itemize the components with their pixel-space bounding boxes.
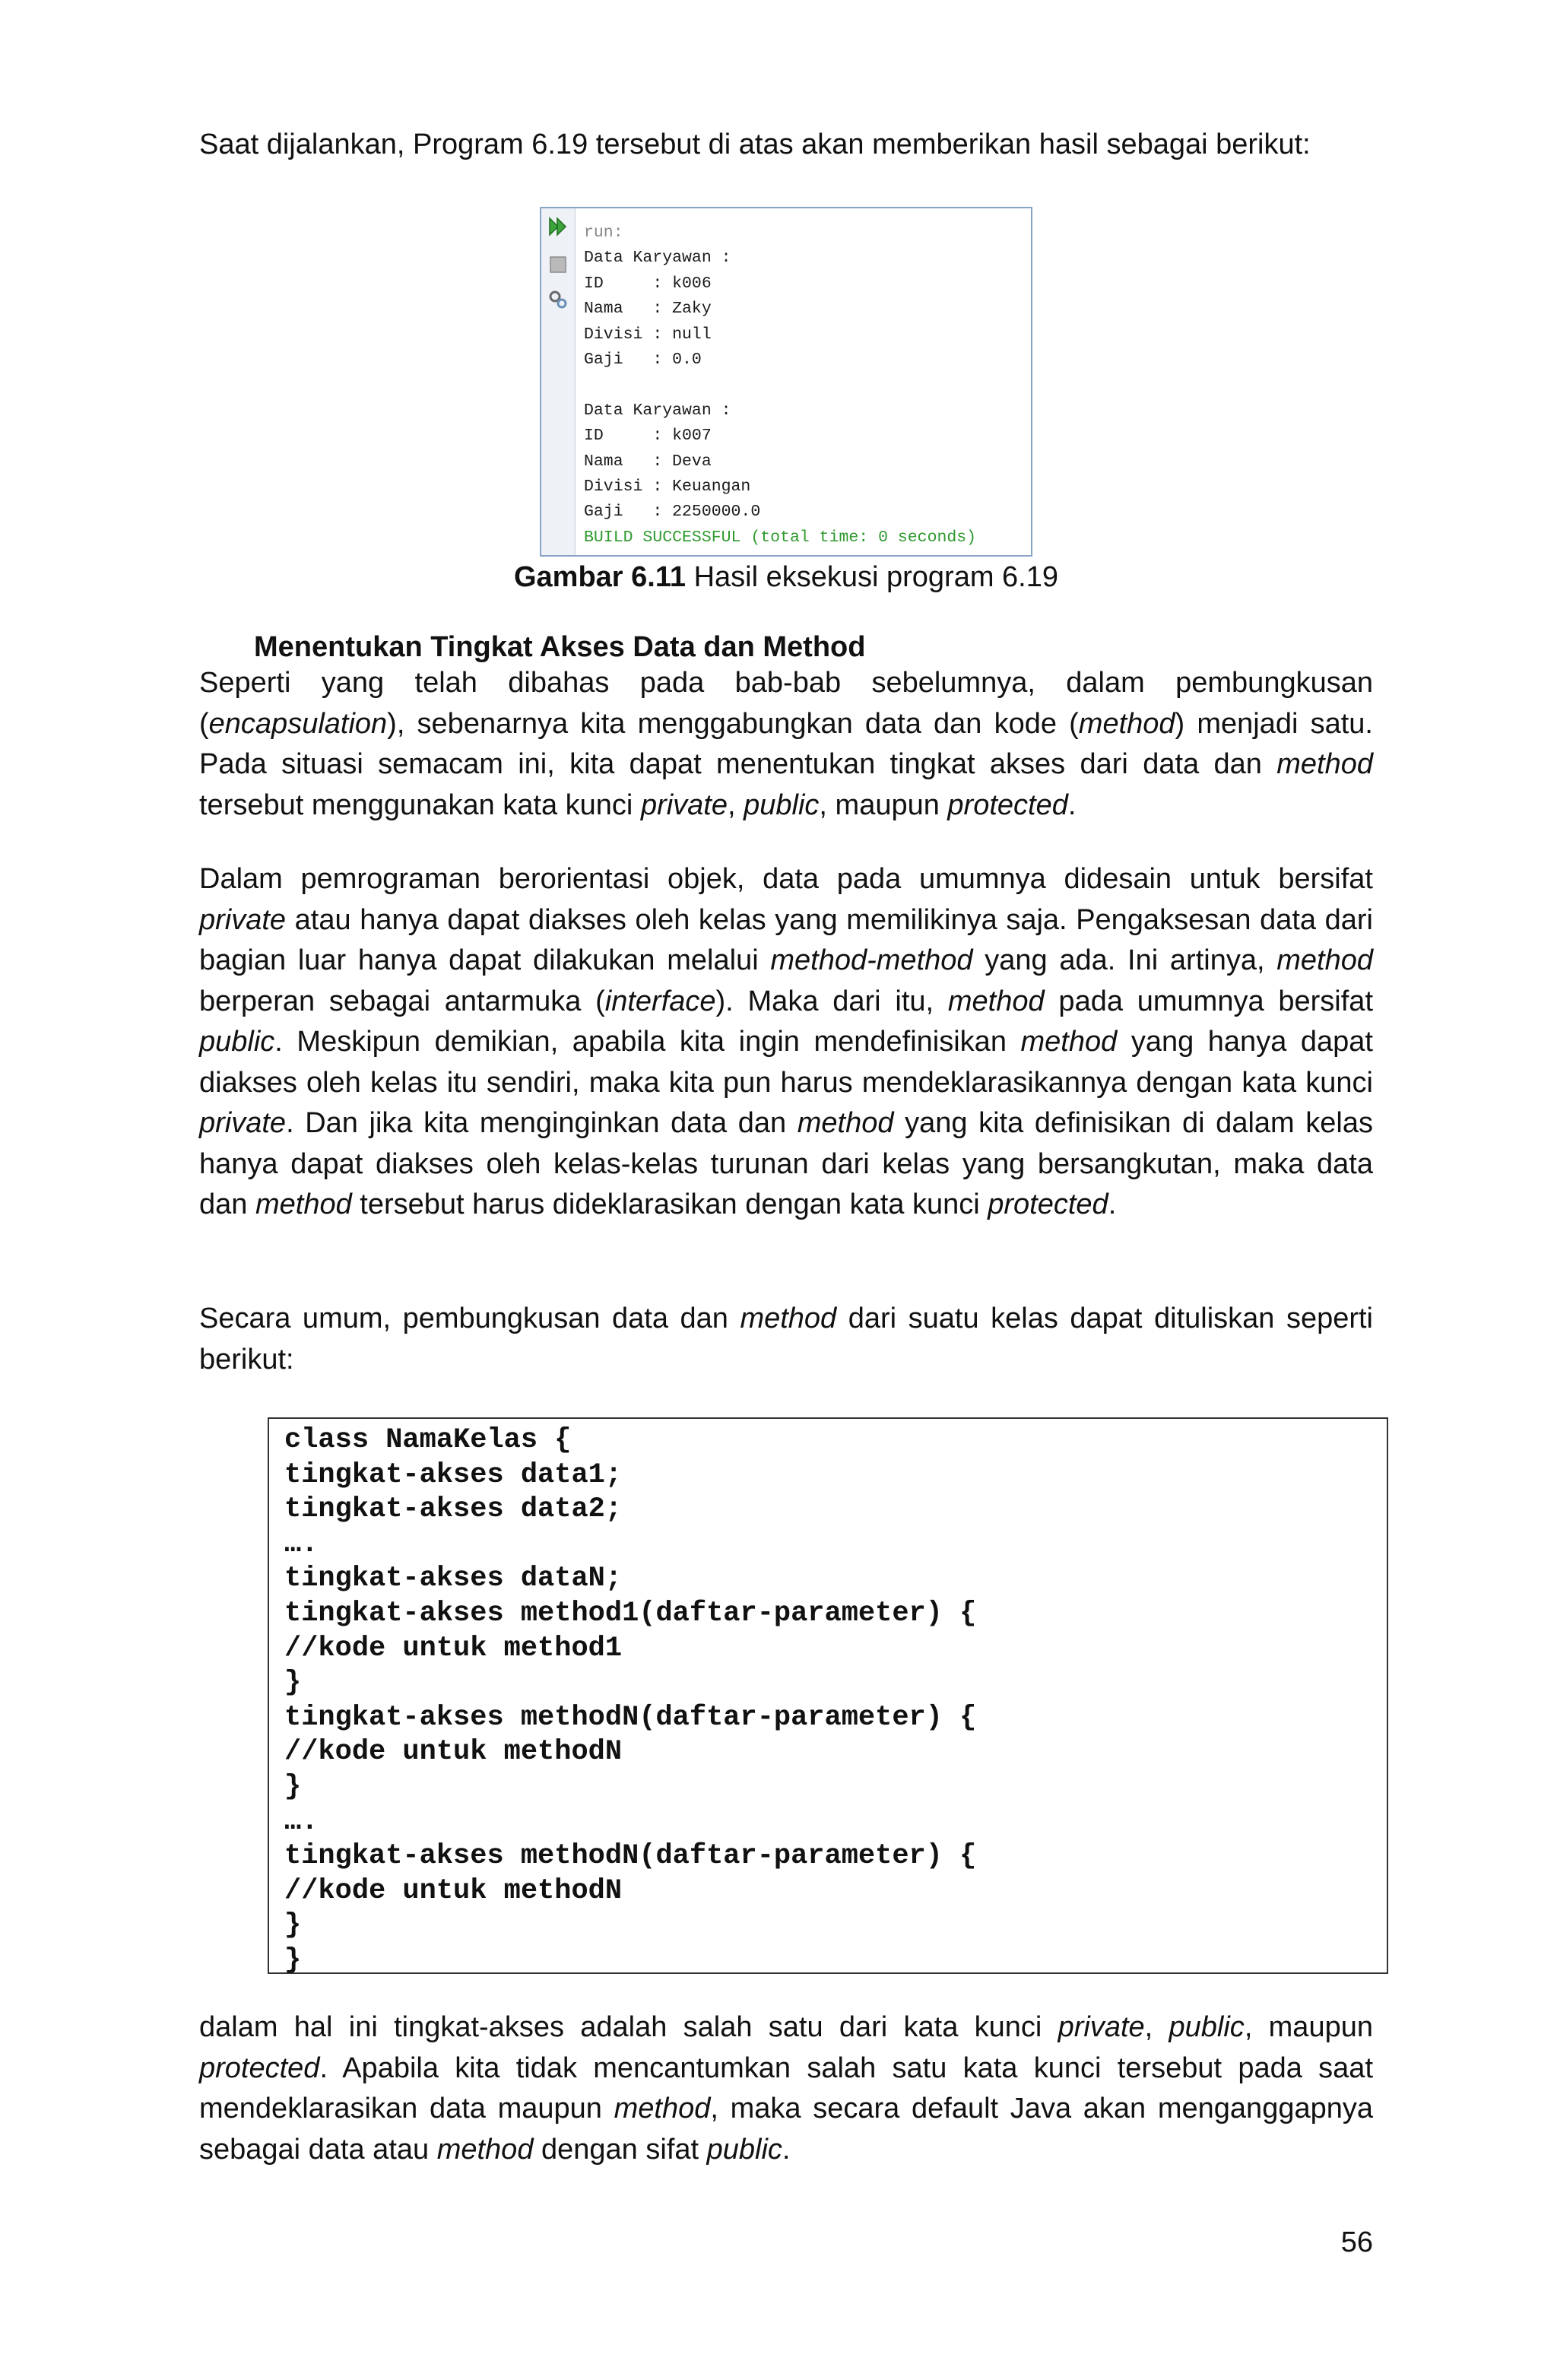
italic-term: method-method bbox=[770, 944, 973, 976]
paragraph-4 bbox=[199, 2007, 1373, 2170]
text: yang kita definisikan di dalam kelas hanya dapat diakses oleh kelas-kelas turunan dari kelas yang bersangkutan, maka data dan bbox=[199, 1107, 1373, 1220]
console-gutter bbox=[541, 208, 576, 555]
text: . bbox=[1067, 789, 1077, 821]
text: , maupun bbox=[819, 789, 948, 821]
text: dalam hal ini tingkat-akses adalah salah satu dari kata kunci bbox=[199, 2011, 1058, 2043]
console-lines: Data Karyawan : ID : k006 Nama : Zaky Divisi : null Gaji : 0.0 Data Karyawan : ID : k007 Nama : Deva Divisi : Keuangan Gaji : 2250000.0 bbox=[584, 249, 761, 522]
italic-term: method bbox=[614, 2093, 711, 2125]
italic-term: interface bbox=[604, 985, 716, 1017]
italic-term: public bbox=[199, 1026, 275, 1058]
italic-term: private bbox=[1058, 2011, 1145, 2043]
italic-term: private bbox=[199, 903, 287, 936]
italic-term: method bbox=[1020, 1026, 1118, 1058]
text: , maupun bbox=[1244, 2011, 1373, 2043]
code-text: class NamaKelas { tingkat-akses data1; tingkat-akses data2; …. tingkat-akses dataN; tingkat-akses method1(daftar-parameter) { //kode untuk method1 } tingkat-akses methodN(daftar-parameter) { //kode untuk methodN } …. tingkat-akses methodN(daftar-parameter) { //kode untuk methodN } } bbox=[284, 1424, 977, 1976]
text: dari suatu kelas dapat dituliskan seperti berikut: bbox=[199, 1303, 1373, 1376]
run-icon[interactable] bbox=[547, 216, 569, 237]
console-build-status: BUILD SUCCESSFUL (total time: 0 seconds) bbox=[584, 528, 977, 547]
stop-icon[interactable] bbox=[547, 254, 569, 275]
text: ), sebenarnya kita menggabungkan data dan kode ( bbox=[387, 707, 1079, 740]
paragraph-1 bbox=[199, 663, 1373, 826]
italic-term: method bbox=[1078, 707, 1175, 740]
text: dengan sifat bbox=[533, 2133, 707, 2166]
console-output-figure bbox=[540, 207, 1032, 557]
text: . Dan jika kita menginginkan data dan bbox=[286, 1107, 798, 1139]
italic-term: protected bbox=[199, 2052, 320, 2084]
code-block bbox=[268, 1417, 1388, 1974]
text: berperan sebagai antarmuka ( bbox=[199, 985, 605, 1017]
text: . Apabila kita tidak mencantumkan salah satu kata kunci tersebut pada saat mendeklarasikan data maupun bbox=[199, 2052, 1373, 2125]
paragraph-2 bbox=[199, 859, 1373, 1226]
italic-term: method bbox=[947, 985, 1045, 1017]
section-heading: Menentukan Tingkat Akses Data dan Method bbox=[254, 631, 866, 663]
italic-term: public bbox=[706, 2133, 782, 2166]
text: . bbox=[782, 2133, 791, 2166]
text: , bbox=[728, 789, 744, 821]
italic-term: method bbox=[436, 2133, 534, 2166]
text: yang hanya dapat diakses oleh kelas itu sendiri, maka kita pun harus mendeklarasikannya dengan kata kunci bbox=[199, 1026, 1373, 1099]
text: , maka secara default Java akan menganggapnya sebagai data atau bbox=[199, 2093, 1373, 2166]
italic-term: private bbox=[640, 789, 728, 821]
paragraph-3 bbox=[199, 1299, 1373, 1380]
italic-term: encapsulation bbox=[208, 707, 388, 740]
italic-term: method bbox=[1276, 748, 1373, 780]
text: . bbox=[1108, 1188, 1117, 1220]
caption-text: Hasil eksekusi program 6.19 bbox=[686, 561, 1059, 593]
text: , bbox=[1144, 2011, 1169, 2043]
italic-term: private bbox=[199, 1107, 287, 1139]
page-number: 56 bbox=[1340, 2226, 1373, 2258]
text: ) menjadi satu. Pada situasi semacam ini, kita dapat menentukan tingkat akses dari data dan bbox=[199, 707, 1373, 780]
italic-term: public bbox=[744, 789, 820, 821]
italic-term: public bbox=[1169, 2011, 1245, 2043]
caption-label: Gambar 6.11 bbox=[513, 561, 687, 593]
text: Seperti yang telah dibahas pada bab-bab sebelumnya, dalam pembungkusan ( bbox=[199, 667, 1373, 740]
text: ). Maka dari itu, bbox=[715, 985, 948, 1017]
text: yang ada. Ini artinya, bbox=[972, 944, 1277, 976]
italic-term: method bbox=[797, 1107, 894, 1139]
figure-caption bbox=[199, 558, 1373, 596]
italic-term: method bbox=[1276, 944, 1373, 976]
intro-text: Saat dijalankan, Program 6.19 tersebut di atas akan memberikan hasil sebagai berikut: bbox=[199, 129, 1311, 160]
text: pada umumnya bersifat bbox=[1044, 985, 1373, 1017]
text: tersebut menggunakan kata kunci bbox=[199, 789, 641, 821]
text: Dalam pemrograman berorientasi objek, data pada umumnya didesain untuk bersifat bbox=[199, 863, 1373, 895]
text: Secara umum, pembungkusan data dan bbox=[199, 1303, 740, 1334]
italic-term: protected bbox=[947, 789, 1068, 821]
text: tersebut harus dideklarasikan dengan kata kunci bbox=[351, 1188, 988, 1220]
text: . Meskipun demikian, apabila kita ingin mendefinisikan bbox=[274, 1026, 1021, 1058]
italic-term: method bbox=[255, 1188, 352, 1220]
console-text bbox=[584, 221, 976, 551]
console-run-label: run: bbox=[584, 224, 623, 242]
settings-icon[interactable] bbox=[547, 289, 569, 310]
italic-term: protected bbox=[988, 1188, 1108, 1220]
italic-term: method bbox=[740, 1303, 837, 1334]
intro-paragraph bbox=[199, 125, 1373, 166]
text: atau hanya dapat diakses oleh kelas yang memilikinya saja. Pengaksesan data dari bagian luar hanya dapat dilakukan melalui bbox=[199, 903, 1373, 976]
